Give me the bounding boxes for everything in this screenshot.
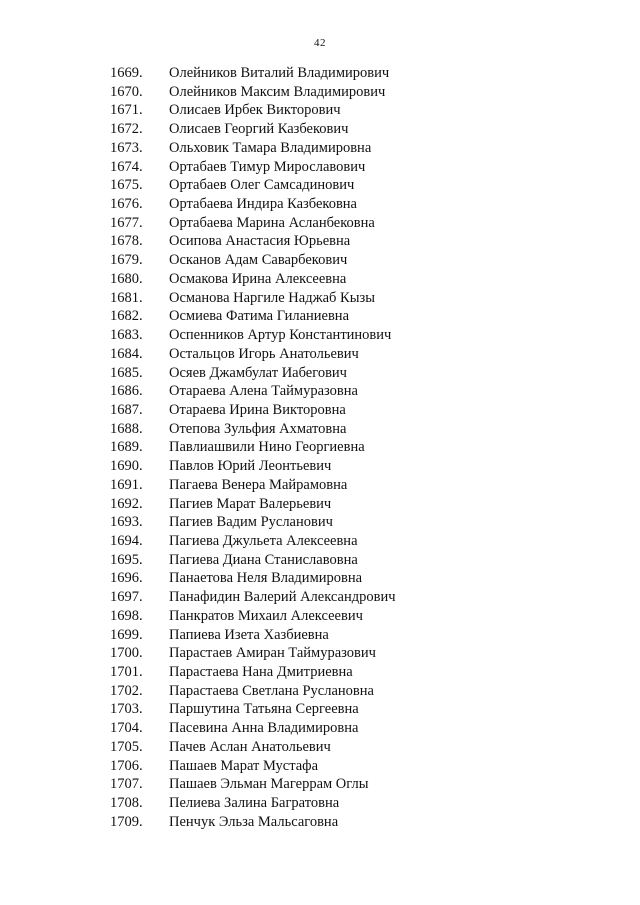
entry-number: 1687.	[110, 401, 143, 418]
entry-name: Пашаев Марат Мустафа	[169, 757, 319, 774]
list-item	[0, 64, 640, 83]
entry-name: Пелиева Залина Багратовна	[169, 795, 340, 812]
list-item	[0, 345, 640, 364]
list-item	[0, 438, 640, 457]
entry-name: Павлов Юрий Леонтьевич	[169, 458, 332, 475]
entry-name: Отараева Ирина Викторовна	[169, 401, 346, 418]
entry-number: 1697.	[110, 589, 143, 606]
list-item	[0, 176, 640, 195]
entry-number: 1705.	[110, 738, 143, 755]
entry-number: 1683.	[110, 327, 143, 344]
entry-number: 1708.	[110, 795, 143, 812]
entry-name: Ортабаев Тимур Мирославович	[169, 158, 366, 175]
list-item	[0, 513, 640, 532]
list-item	[0, 420, 640, 439]
entry-name: Отепова Зульфия Ахматовна	[169, 420, 347, 437]
list-item	[0, 457, 640, 476]
list-item	[0, 663, 640, 682]
entry-name: Ортабаев Олег Самсадинович	[169, 177, 355, 194]
entry-name: Пачев Аслан Анатольевич	[169, 738, 331, 755]
list-item	[0, 813, 640, 832]
name-list	[0, 64, 640, 831]
entry-number: 1704.	[110, 720, 143, 737]
entry-name: Парастаев Амиран Таймуразович	[169, 645, 376, 662]
entry-number: 1694.	[110, 532, 143, 549]
entry-name: Панаетова Неля Владимировна	[169, 570, 363, 587]
entry-name: Остальцов Игорь Анатольевич	[169, 345, 359, 362]
entry-name: Панафидин Валерий Александрович	[169, 589, 396, 606]
list-item	[0, 382, 640, 401]
entry-number: 1672.	[110, 121, 143, 138]
entry-number: 1692.	[110, 495, 143, 512]
entry-number: 1671.	[110, 102, 143, 119]
entry-number: 1673.	[110, 139, 143, 156]
list-item	[0, 757, 640, 776]
entry-name: Осяев Джамбулат Иабегович	[169, 364, 347, 381]
entry-name: Олейников Виталий Владимирович	[169, 65, 390, 81]
entry-name: Пагиева Джульета Алексеевна	[169, 532, 358, 549]
list-item	[0, 569, 640, 588]
list-item	[0, 401, 640, 420]
list-item	[0, 700, 640, 719]
entry-name: Пагиева Диана Станиславовна	[169, 551, 358, 568]
list-item	[0, 738, 640, 757]
list-item	[0, 495, 640, 514]
entry-number: 1675.	[110, 177, 143, 194]
entry-name: Пагиев Вадим Русланович	[169, 514, 333, 531]
entry-number: 1679.	[110, 252, 143, 269]
entry-number: 1698.	[110, 607, 143, 624]
entry-number: 1680.	[110, 270, 143, 287]
list-item	[0, 326, 640, 345]
entry-name: Пасевина Анна Владимировна	[169, 720, 359, 737]
list-item	[0, 214, 640, 233]
entry-number: 1702.	[110, 682, 143, 699]
entry-number: 1699.	[110, 626, 143, 643]
entry-name: Пагиев Марат Валерьевич	[169, 495, 332, 512]
list-item	[0, 101, 640, 120]
entry-number: 1669.	[110, 65, 143, 81]
entry-name: Пенчук Эльза Мальсаговна	[169, 813, 339, 830]
entry-name: Олейников Максим Владимирович	[169, 83, 386, 100]
list-item	[0, 551, 640, 570]
entry-name: Ортабаева Марина Асланбековна	[169, 214, 375, 231]
entry-number: 1682.	[110, 308, 143, 325]
entry-name: Оспенников Артур Константинович	[169, 327, 392, 344]
entry-number: 1701.	[110, 664, 143, 680]
list-item	[0, 307, 640, 326]
entry-number: 1677.	[110, 214, 143, 231]
list-item	[0, 719, 640, 738]
list-item	[0, 626, 640, 645]
list-item	[0, 476, 640, 495]
entry-number: 1670.	[110, 83, 143, 100]
list-item	[0, 775, 640, 794]
entry-name: Олисаев Георгий Казбекович	[169, 121, 349, 138]
list-item	[0, 289, 640, 308]
page-number: 42	[314, 37, 326, 49]
entry-name: Пашаев Эльман Магеррам Оглы	[169, 776, 369, 793]
entry-number: 1706.	[110, 757, 143, 774]
entry-number: 1676.	[110, 196, 143, 213]
entry-number: 1700.	[110, 645, 143, 662]
entry-name: Павлиашвили Нино Георгиевна	[169, 439, 365, 456]
list-item	[0, 364, 640, 383]
list-item	[0, 607, 640, 626]
list-item	[0, 251, 640, 270]
entry-number: 1685.	[110, 364, 143, 381]
list-item	[0, 588, 640, 607]
entry-name: Осканов Адам Саварбекович	[169, 252, 348, 269]
entry-name: Паршутина Татьяна Сергеевна	[169, 701, 359, 718]
entry-number: 1696.	[110, 570, 143, 587]
entry-name: Панкратов Михаил Алексеевич	[169, 607, 363, 624]
entry-name: Османова Наргиле Наджаб Кызы	[169, 289, 375, 306]
entry-number: 1681.	[110, 289, 143, 306]
entry-name: Осмакова Ирина Алексеевна	[169, 270, 347, 287]
entry-number: 1678.	[110, 233, 143, 250]
list-item	[0, 232, 640, 251]
entry-name: Парастаева Нана Дмитриевна	[169, 664, 353, 680]
list-item	[0, 195, 640, 214]
entry-number: 1695.	[110, 551, 143, 568]
entry-number: 1684.	[110, 345, 143, 362]
list-item	[0, 270, 640, 289]
entry-name: Пагаева Венера Майрамовна	[169, 476, 348, 493]
entry-name: Ольховик Тамара Владимировна	[169, 139, 372, 156]
entry-number: 1691.	[110, 476, 143, 493]
entry-number: 1688.	[110, 420, 143, 437]
list-item	[0, 120, 640, 139]
entry-name: Парастаева Светлана Руслановна	[169, 682, 374, 699]
entry-name: Осипова Анастасия Юрьевна	[169, 233, 351, 250]
entry-number: 1689.	[110, 439, 143, 456]
entry-name: Папиева Изета Хазбиевна	[169, 626, 329, 643]
list-item	[0, 794, 640, 813]
list-item	[0, 83, 640, 102]
entry-number: 1674.	[110, 158, 143, 175]
list-item	[0, 158, 640, 177]
entry-name: Осмиева Фатима Гиланиевна	[169, 308, 350, 325]
list-item	[0, 682, 640, 701]
entry-number: 1686.	[110, 383, 143, 400]
entry-number: 1703.	[110, 701, 143, 718]
list-item	[0, 644, 640, 663]
entry-number: 1707.	[110, 776, 143, 793]
entry-number: 1709.	[110, 813, 143, 830]
entry-name: Олисаев Ирбек Викторович	[169, 102, 341, 119]
list-item	[0, 139, 640, 158]
entry-name: Отараева Алена Таймуразовна	[169, 383, 358, 400]
list-item	[0, 532, 640, 551]
entry-number: 1693.	[110, 514, 143, 531]
entry-name: Ортабаева Индира Казбековна	[169, 196, 357, 213]
entry-number: 1690.	[110, 458, 143, 475]
